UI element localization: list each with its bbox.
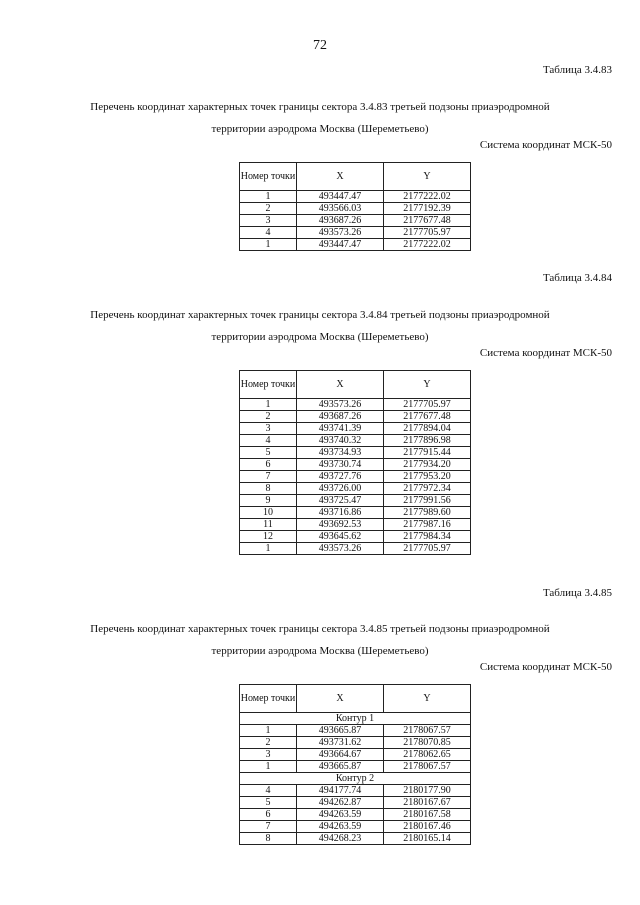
cell-point-number: 8 — [240, 483, 297, 495]
header-point-number: Номер точки — [240, 685, 297, 713]
cell-point-number: 5 — [240, 447, 297, 459]
table-title-line: Перечень координат характерных точек границы сектора 3.4.84 третьей подзоны приаэродромной — [90, 309, 550, 321]
cell-y: 2180165.14 — [384, 833, 471, 845]
table-row — [240, 215, 471, 227]
header-y: Y — [384, 685, 471, 713]
table-row — [240, 191, 471, 203]
cell-x: 493573.26 — [297, 227, 384, 239]
cell-point-number: 2 — [240, 203, 297, 215]
cell-y: 2180177.90 — [384, 785, 471, 797]
cell-point-number: 7 — [240, 821, 297, 833]
contour-label: Контур 1 — [240, 713, 471, 725]
cell-x: 493573.26 — [297, 399, 384, 411]
table-row — [240, 543, 471, 555]
cell-y: 2177677.48 — [384, 411, 471, 423]
cell-point-number: 6 — [240, 459, 297, 471]
cell-y: 2177894.04 — [384, 423, 471, 435]
cell-point-number: 5 — [240, 797, 297, 809]
cell-y: 2177972.34 — [384, 483, 471, 495]
table-row — [240, 737, 471, 749]
table-label: Таблица 3.4.83 — [542, 64, 612, 76]
table-row — [240, 531, 471, 543]
header-y: Y — [384, 371, 471, 399]
cell-point-number: 1 — [240, 543, 297, 555]
table-row — [240, 447, 471, 459]
cell-y: 2177984.34 — [384, 531, 471, 543]
cell-point-number: 1 — [240, 239, 297, 251]
cell-point-number: 1 — [240, 399, 297, 411]
table-body — [240, 785, 471, 845]
cell-y: 2177989.60 — [384, 507, 471, 519]
cell-x: 493664.67 — [297, 749, 384, 761]
table-row — [240, 821, 471, 833]
cell-y: 2177222.02 — [384, 191, 471, 203]
table-row — [240, 471, 471, 483]
cell-x: 494177.74 — [297, 785, 384, 797]
table-row — [240, 459, 471, 471]
table-row — [240, 809, 471, 821]
cell-x: 493645.62 — [297, 531, 384, 543]
coord-system-label: Система координат МСК-50 — [479, 661, 612, 673]
header-point-number: Номер точки — [240, 371, 297, 399]
cell-point-number: 3 — [240, 749, 297, 761]
cell-y: 2177222.02 — [384, 239, 471, 251]
cell-point-number: 4 — [240, 435, 297, 447]
cell-point-number: 1 — [240, 191, 297, 203]
cell-point-number: 4 — [240, 785, 297, 797]
table-row — [240, 435, 471, 447]
cell-x: 493734.93 — [297, 447, 384, 459]
cell-x: 493665.87 — [297, 761, 384, 773]
cell-y: 2177705.97 — [384, 227, 471, 239]
header-y: Y — [384, 163, 471, 191]
cell-x: 493665.87 — [297, 725, 384, 737]
cell-point-number: 9 — [240, 495, 297, 507]
cell-point-number: 3 — [240, 423, 297, 435]
cell-x: 493687.26 — [297, 411, 384, 423]
table-body — [240, 725, 471, 773]
contour-row — [240, 773, 471, 785]
header-point-number: Номер точки — [240, 163, 297, 191]
table-row — [240, 761, 471, 773]
header-x: X — [297, 371, 384, 399]
cell-point-number: 12 — [240, 531, 297, 543]
cell-x: 493741.39 — [297, 423, 384, 435]
table-row — [240, 411, 471, 423]
cell-point-number: 6 — [240, 809, 297, 821]
table-title-line: Перечень координат характерных точек границы сектора 3.4.83 третьей подзоны приаэродромной — [90, 101, 550, 113]
cell-y: 2180167.46 — [384, 821, 471, 833]
cell-y: 2177896.98 — [384, 435, 471, 447]
contour-label: Контур 2 — [240, 773, 471, 785]
contour-row — [240, 713, 471, 725]
cell-y: 2177705.97 — [384, 543, 471, 555]
cell-x: 493447.47 — [297, 191, 384, 203]
table-row — [240, 725, 471, 737]
cell-point-number: 8 — [240, 833, 297, 845]
table-row — [240, 483, 471, 495]
table-title — [0, 96, 640, 140]
cell-x: 494263.59 — [297, 821, 384, 833]
cell-x: 493716.86 — [297, 507, 384, 519]
cell-x: 494268.23 — [297, 833, 384, 845]
cell-x: 493687.26 — [297, 215, 384, 227]
table-body — [240, 191, 471, 251]
cell-y: 2180167.67 — [384, 797, 471, 809]
table-row — [240, 423, 471, 435]
cell-y: 2177677.48 — [384, 215, 471, 227]
table-header-row — [240, 371, 471, 399]
cell-y: 2178070.85 — [384, 737, 471, 749]
coordinates-table — [239, 370, 471, 555]
cell-y: 2178062.65 — [384, 749, 471, 761]
table-row — [240, 495, 471, 507]
table-header-row — [240, 685, 471, 713]
coordinates-table — [239, 684, 471, 845]
cell-y: 2178067.57 — [384, 725, 471, 737]
header-x: X — [297, 685, 384, 713]
cell-y: 2177915.44 — [384, 447, 471, 459]
table-title-line: Перечень координат характерных точек границы сектора 3.4.85 третьей подзоны приаэродромной — [90, 623, 550, 635]
table-row — [240, 203, 471, 215]
cell-x: 494262.87 — [297, 797, 384, 809]
cell-y: 2178067.57 — [384, 761, 471, 773]
cell-point-number: 2 — [240, 737, 297, 749]
cell-y: 2177192.39 — [384, 203, 471, 215]
cell-x: 494263.59 — [297, 809, 384, 821]
table-header-row — [240, 163, 471, 191]
table-row — [240, 239, 471, 251]
table-label: Таблица 3.4.85 — [542, 587, 612, 599]
table-title-line: территории аэродрома Москва (Шереметьево) — [211, 123, 429, 135]
table-title — [0, 618, 640, 662]
cell-x: 493740.32 — [297, 435, 384, 447]
cell-point-number: 11 — [240, 519, 297, 531]
cell-point-number: 7 — [240, 471, 297, 483]
table-row — [240, 785, 471, 797]
cell-x: 493727.76 — [297, 471, 384, 483]
cell-y: 2177934.20 — [384, 459, 471, 471]
cell-point-number: 3 — [240, 215, 297, 227]
cell-point-number: 2 — [240, 411, 297, 423]
table-title-line: территории аэродрома Москва (Шереметьево) — [211, 331, 429, 343]
table-row — [240, 797, 471, 809]
table-title-line: территории аэродрома Москва (Шереметьево) — [211, 645, 429, 657]
cell-x: 493447.47 — [297, 239, 384, 251]
cell-y: 2177987.16 — [384, 519, 471, 531]
cell-point-number: 1 — [240, 725, 297, 737]
cell-x: 493566.03 — [297, 203, 384, 215]
cell-y: 2177705.97 — [384, 399, 471, 411]
table-body — [240, 399, 471, 555]
table-title — [0, 304, 640, 348]
cell-y: 2177953.20 — [384, 471, 471, 483]
table-row — [240, 833, 471, 845]
cell-x: 493731.62 — [297, 737, 384, 749]
table-row — [240, 749, 471, 761]
cell-point-number: 1 — [240, 761, 297, 773]
coordinates-table — [239, 162, 471, 251]
cell-x: 493573.26 — [297, 543, 384, 555]
cell-y: 2180167.58 — [384, 809, 471, 821]
cell-point-number: 4 — [240, 227, 297, 239]
cell-y: 2177991.56 — [384, 495, 471, 507]
cell-x: 493726.00 — [297, 483, 384, 495]
page-number: 72 — [313, 38, 327, 53]
coord-system-label: Система координат МСК-50 — [479, 347, 612, 359]
table-label: Таблица 3.4.84 — [542, 272, 612, 284]
cell-point-number: 10 — [240, 507, 297, 519]
table-row — [240, 507, 471, 519]
cell-x: 493730.74 — [297, 459, 384, 471]
cell-x: 493725.47 — [297, 495, 384, 507]
cell-x: 493692.53 — [297, 519, 384, 531]
table-row — [240, 399, 471, 411]
header-x: X — [297, 163, 384, 191]
table-row — [240, 519, 471, 531]
table-row — [240, 227, 471, 239]
coord-system-label: Система координат МСК-50 — [479, 139, 612, 151]
